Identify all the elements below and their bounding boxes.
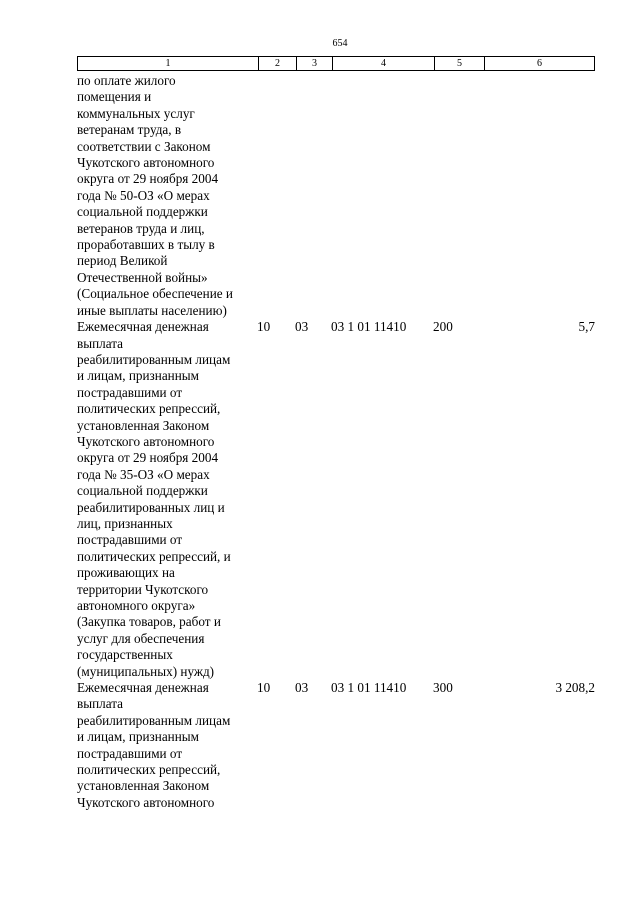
table-row xyxy=(77,680,595,811)
row-amount: 5,7 xyxy=(578,319,595,335)
row-subsection: 03 xyxy=(295,680,309,696)
row-target-code xyxy=(331,73,433,319)
table-body xyxy=(77,73,595,811)
row-target-code: 03 1 01 11410 xyxy=(331,680,407,696)
header-col-4: 4 xyxy=(333,57,435,70)
row-expense-type xyxy=(433,73,493,319)
row-description: Ежемесячная денежная выплата реабилитированным лицам и лицам, признанным пострадавшими от политических репрессий, установленная Законом Чукотского автономного xyxy=(77,680,231,810)
table-row xyxy=(77,73,595,319)
header-col-2: 2 xyxy=(259,57,297,70)
table-header xyxy=(77,56,595,71)
row-expense-type: 200 xyxy=(433,319,453,335)
row-amount: 3 208,2 xyxy=(555,680,595,696)
row-amount xyxy=(493,73,595,319)
page-number: 654 xyxy=(332,38,348,49)
row-section xyxy=(257,73,295,319)
row-subsection: 03 xyxy=(295,319,309,335)
row-subsection xyxy=(295,73,331,319)
row-description: по оплате жилого помещения и коммунальных услуг ветеранам труда, в соответствии с Законом Чукотского автономного округа от 29 ноября 2004 года № 50-ОЗ «О мерах социальной поддержки ветеранов труда и лиц, проработавших в тылу в период Великой Отечественной войны» (Социальное обеспечение и иные выплаты населению) xyxy=(77,73,233,318)
header-col-5: 5 xyxy=(435,57,485,70)
row-section: 10 xyxy=(257,319,271,335)
header-col-6: 6 xyxy=(537,58,542,69)
row-expense-type: 300 xyxy=(433,680,453,696)
header-col-1: 1 xyxy=(78,57,259,70)
table-row xyxy=(77,319,595,680)
header-col-3: 3 xyxy=(297,57,333,70)
row-target-code: 03 1 01 11410 xyxy=(331,319,407,335)
row-section: 10 xyxy=(257,680,271,696)
row-description: Ежемесячная денежная выплата реабилитированным лицам и лицам, признанным пострадавшими от политических репрессий, установленная Законом Чукотского автономного округа от 29 ноября 2004 года № 35-ОЗ «О мерах социальной поддержки реабилитированных лиц и лиц, признанных пострадавшими от политических репрессий, и проживающих на территории Чукотского автономного округа» (Закупка товаров, работ и услуг для обеспечения государственных (муниципальных) нужд) xyxy=(77,319,231,679)
